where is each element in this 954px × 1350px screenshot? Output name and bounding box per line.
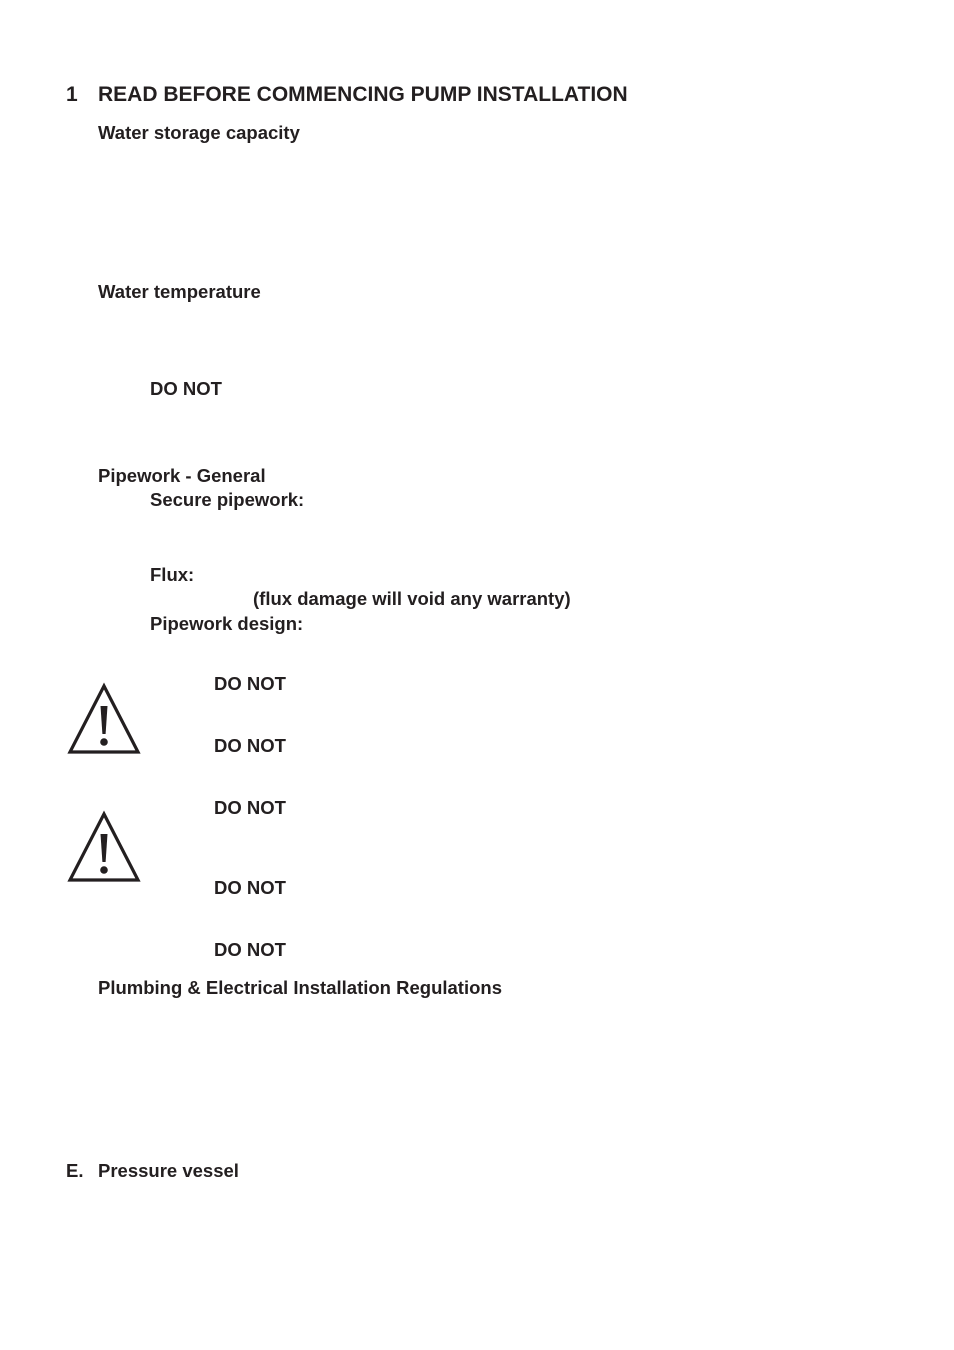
section-title: READ BEFORE COMMENCING PUMP INSTALLATION — [98, 83, 628, 106]
warning-item-5: DO NOT — [214, 939, 286, 960]
warning-triangle-icon — [67, 682, 141, 754]
pressure-vessel-letter: E. — [66, 1160, 84, 1181]
warning-item-4: DO NOT — [214, 877, 286, 898]
warning-item-2: DO NOT — [214, 735, 286, 756]
flux-note: (flux damage will void any warranty) — [253, 588, 571, 609]
warning-item-1: DO NOT — [214, 673, 286, 694]
flux-label: Flux: — [150, 564, 195, 585]
warning-item-3: DO NOT — [214, 797, 286, 818]
pipework-design-label: Pipework design: — [150, 613, 304, 634]
heading-pipework-general: Pipework - General — [98, 465, 266, 486]
secure-pipework-label: Secure pipework: — [150, 489, 305, 510]
section-number: 1 — [66, 83, 78, 106]
water-temperature-do-not: DO NOT — [150, 378, 222, 399]
heading-plumbing-regulations: Plumbing & Electrical Installation Regulations — [98, 977, 502, 998]
warning-triangle-icon — [67, 810, 141, 882]
heading-water-storage: Water storage capacity — [98, 122, 300, 143]
heading-water-temperature: Water temperature — [98, 281, 261, 302]
heading-pressure-vessel: Pressure vessel — [98, 1160, 239, 1181]
